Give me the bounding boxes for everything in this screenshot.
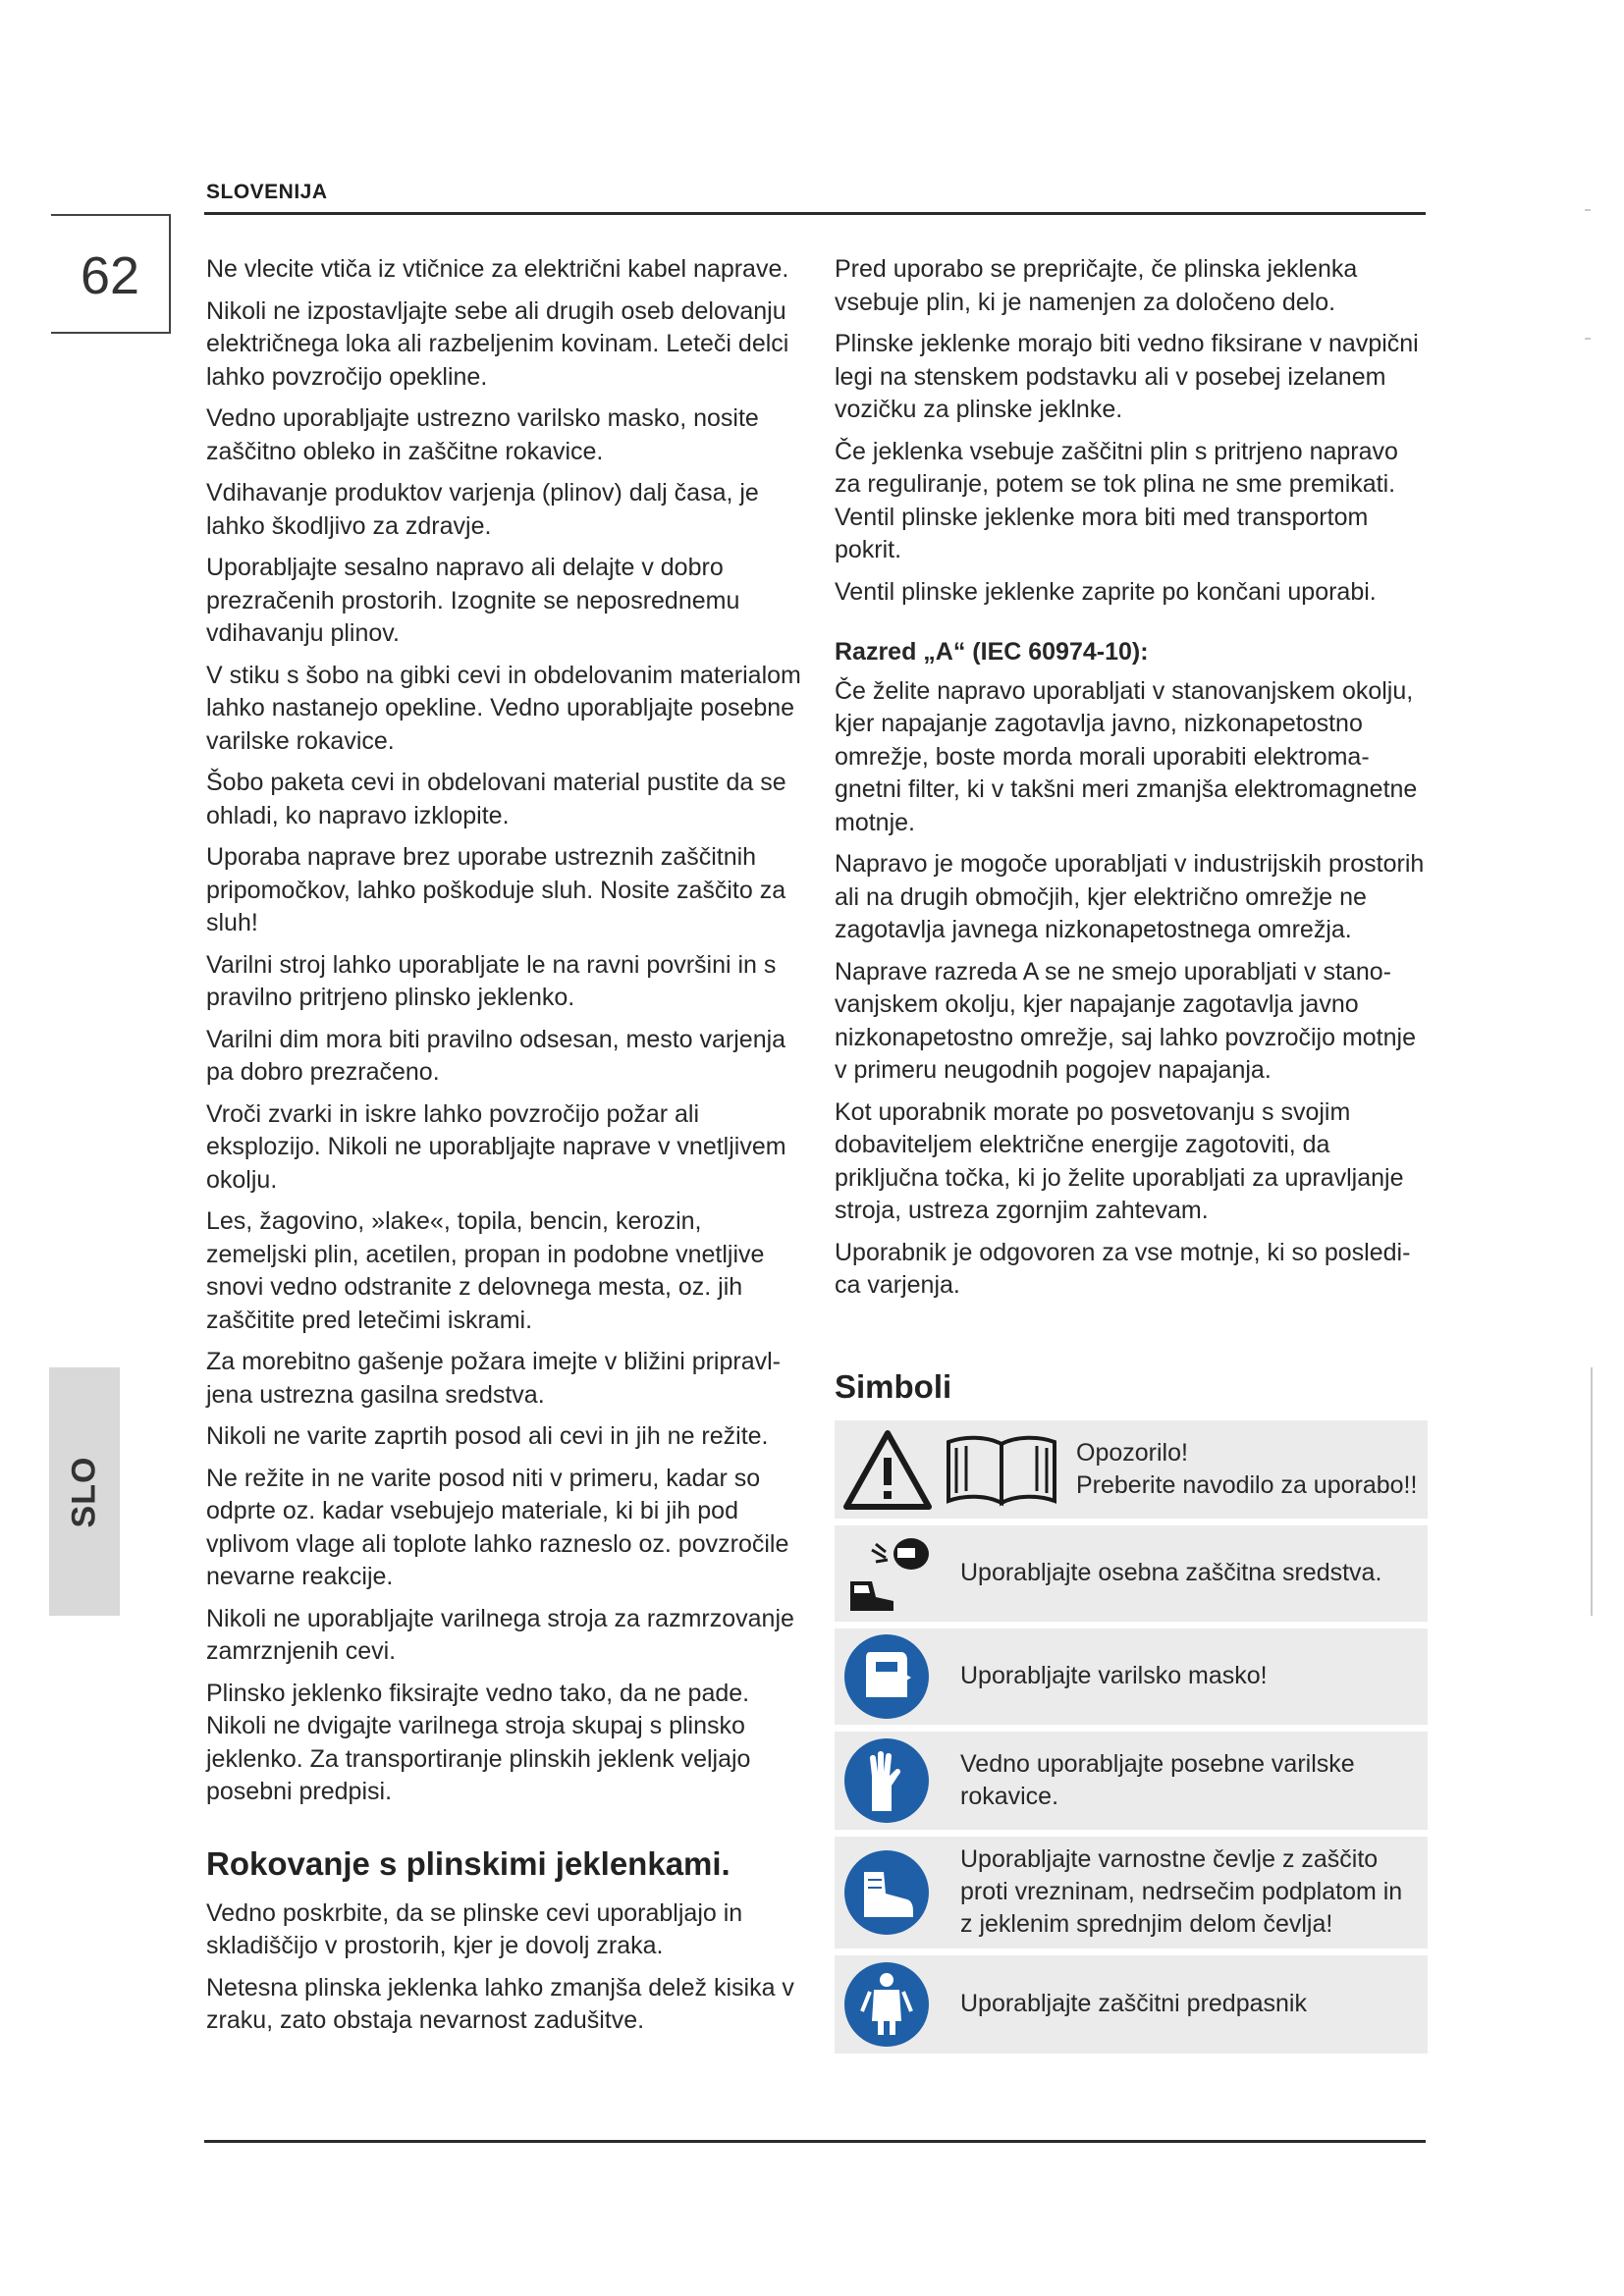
symbol-text: Uporabljajte varnostne čevlje z zaščito proti vrezninam, nedrsečim podplatom in z jeklenim sprednjim delom čevlja!: [960, 1845, 1403, 1938]
class-a-heading: Razred „A“ (IEC 60974-10):: [835, 638, 1149, 666]
symbol-row-warning: [835, 1420, 1428, 1519]
protective-apron-icon: [842, 1960, 931, 2049]
symbol-text: Uporabljajte zaščitni predpasnik: [960, 1990, 1307, 2017]
left-column: [206, 253, 803, 2047]
symbol-text: Uporabljajte varilsko masko!: [960, 1662, 1268, 1689]
warning-triangle-icon: [842, 1428, 933, 1511]
paragraph: Za morebitno gašenje požara imejte v bližini pripravljena ustrezna gasilna sredstva.: [206, 1348, 781, 1409]
paragraph: Napravo je mogoče uporabljati v industrijskih prostorih ali na drugih območjih, kjer električno omrežje ne zagotavlja javnega nizkonapetostnega omrežja.: [835, 850, 1425, 943]
page-number: 62: [80, 246, 140, 305]
edge-mark: [1585, 209, 1591, 211]
footer-rule: [204, 2140, 1426, 2143]
welding-gloves-icon: [842, 1736, 931, 1825]
paragraph: Šobo paketa cevi in obdelovani material pustite da se ohladi, ko napravo izklopite.: [206, 769, 786, 829]
right-column: [835, 253, 1428, 2060]
paragraph: Vroči zvarki in iskre lahko povzročijo požar ali eksplozijo. Nikoli ne uporabljajte naprave v vnetljivem okolju.: [206, 1099, 786, 1194]
symbol-row-safety-boots: [835, 1837, 1428, 1949]
paragraph: Vedno uporabljajte ustrezno varilsko masko, nosite zaščitno obleko in zaščitne rokavice.: [206, 404, 759, 465]
paragraph: Plinske jeklenke morajo biti vedno fiksirane v navpični legi na stenskem podstavku ali v posebej izelanem vozičku za plinske jeklnke.: [835, 330, 1419, 423]
edge-mark: [1591, 1367, 1593, 1616]
symbol-text: [1066, 1433, 1427, 1506]
symbol-text: Vedno uporabljajte posebne varilske rokavice.: [960, 1749, 1355, 1810]
symbol-row-protective-apron: [835, 1955, 1428, 2054]
paragraph: Netesna plinska jeklenka lahko zmanjša delež kisika v zraku, zato obstaja nevarnost zadušitve.: [206, 1973, 794, 2034]
paragraph: Nikoli ne izpostavljajte sebe ali drugih oseb delovanju električnega loka ali razbeljenim kovinam. Leteči delci lahko povzročijo opekline.: [206, 296, 789, 391]
paragraph: Vdihavanje produktov varjenja (plinov) dalj časa, je lahko škodljivo za zdravje.: [206, 479, 759, 540]
symbol-row-welding-gloves: [835, 1732, 1428, 1830]
paragraph: Plinsko jeklenko fiksirajte vedno tako, da ne pade. Nikoli ne dvigajte varilnega stroja skupaj s plinsko jeklenko. Za transportiranje plinskih jeklenk veljajo posebni predpisi.: [206, 1679, 751, 1805]
welding-mask-icon: [842, 1632, 931, 1721]
paragraph: Nikoli ne varite zaprtih posod ali cevi in jih ne režite.: [206, 1422, 769, 1450]
paragraph: Pred uporabo se prepričajte, če plinska jeklenka vsebuje plin, ki je namenjen za določeno delo.: [835, 255, 1358, 316]
paragraph: Če jeklenka vsebuje zaščitni plin s pritrjeno napravo za reguliranje, potem se tok plina ne sme premikati. Ventil plinske jeklenke mora biti med transportom pokrit.: [835, 437, 1398, 563]
symbol-text-line: Opozorilo!: [1076, 1438, 1188, 1467]
paragraph: Uporabnik je odgovoren za vse motnje, ki so posledica varjenja.: [835, 1238, 1411, 1299]
symbol-row-protective-equipment: [835, 1525, 1428, 1622]
paragraph: Če želite napravo uporabljati v stanovanjskem okolju, kjer napajanje zagotavlja javno, nizkonapetostno omrežje, boste morda morali uporabiti elektromagnetni filter, ki v takšni meri zmanjša elektromagnetne motnje.: [835, 676, 1418, 836]
paragraph: Ne režite in ne varite posod niti v primeru, kadar so odprte oz. kadar vsebujejo materiale, ki bi jih pod vplivom vlage ali toplote lahko razneslo oz. povzročile nevarne reakcije.: [206, 1464, 789, 1590]
symbol-text: Uporabljajte osebna zaščitna sredstva.: [960, 1559, 1382, 1586]
symbol-row-welding-mask: [835, 1629, 1428, 1725]
paragraph: Naprave razreda A se ne smejo uporabljati v stanovanjskem okolju, kjer napajanje zagotavlja javno nizkonapetostno omrežje, saj lahko povzročijo motnje v primeru neugodnih pogojev napajanja.: [835, 957, 1416, 1084]
paragraph: Nikoli ne uporabljajte varilnega stroja za razmrzovanje zamrznjenih cevi.: [206, 1604, 794, 1665]
paragraph: Kot uporabnik morate po posvetovanju s svojim dobaviteljem električne energije zagotoviti, da priključna točka, ki jo želite uporabljati za upravljanje stroja, ustreza zgornjim zahtevam.: [835, 1097, 1404, 1224]
paragraph: Ventil plinske jeklenke zaprite po končani uporabi.: [835, 577, 1377, 606]
language-tab-label: SLO: [65, 1456, 103, 1527]
paragraph: V stiku s šobo na gibki cevi in obdelovanim materialom lahko nastanejo opekline. Vedno uporabljajte posebne varilske rokavice.: [206, 661, 801, 755]
paragraph: Les, žagovino, »lake«, topila, bencin, kerozin, zemeljski plin, acetilen, propan in podobne vnetljive snovi vedno odstranite z delovnega mesta, oz. jih zaščitite pred letečimi iskrami.: [206, 1207, 765, 1334]
paragraph: Ne vlecite vtiča iz vtičnice za električni kabel naprave.: [206, 255, 789, 283]
paragraph: Vedno poskrbite, da se plinske cevi uporabljajo in skladiščijo v prostorih, kjer je dovolj zraka.: [206, 1898, 743, 1959]
language-tab: [49, 1367, 120, 1616]
edge-mark: [1585, 338, 1591, 340]
symbol-text-line: Preberite navodilo za uporabo!!: [1076, 1470, 1418, 1499]
symbols-heading: Simboli: [835, 1367, 952, 1405]
protective-equipment-icon: [842, 1532, 933, 1615]
header-rule: [204, 212, 1426, 215]
paragraph: Uporabljajte sesalno napravo ali delajte v dobro prezračenih prostorih. Izognite se neposrednemu vdihavanju plinov.: [206, 554, 740, 647]
paragraph: Varilni stroj lahko uporabljate le na ravni površini in s pravilno pritrjeno plinsko jeklenko.: [206, 950, 777, 1011]
page-number-box: [51, 214, 171, 334]
safety-boots-icon: [842, 1848, 931, 1937]
section-title: SLOVENIJA: [206, 181, 328, 203]
paragraph: Varilni dim mora biti pravilno odsesan, mesto varjenja pa dobro prezračeno.: [206, 1025, 786, 1086]
read-manual-icon: [943, 1430, 1060, 1509]
paragraph: Uporaba naprave brez uporabe ustreznih zaščitnih pripomočkov, lahko poškoduje sluh. Nosite zaščito za sluh!: [206, 843, 786, 936]
gas-cylinder-heading: Rokovanje s plinskimi jeklenkami.: [206, 1844, 731, 1882]
